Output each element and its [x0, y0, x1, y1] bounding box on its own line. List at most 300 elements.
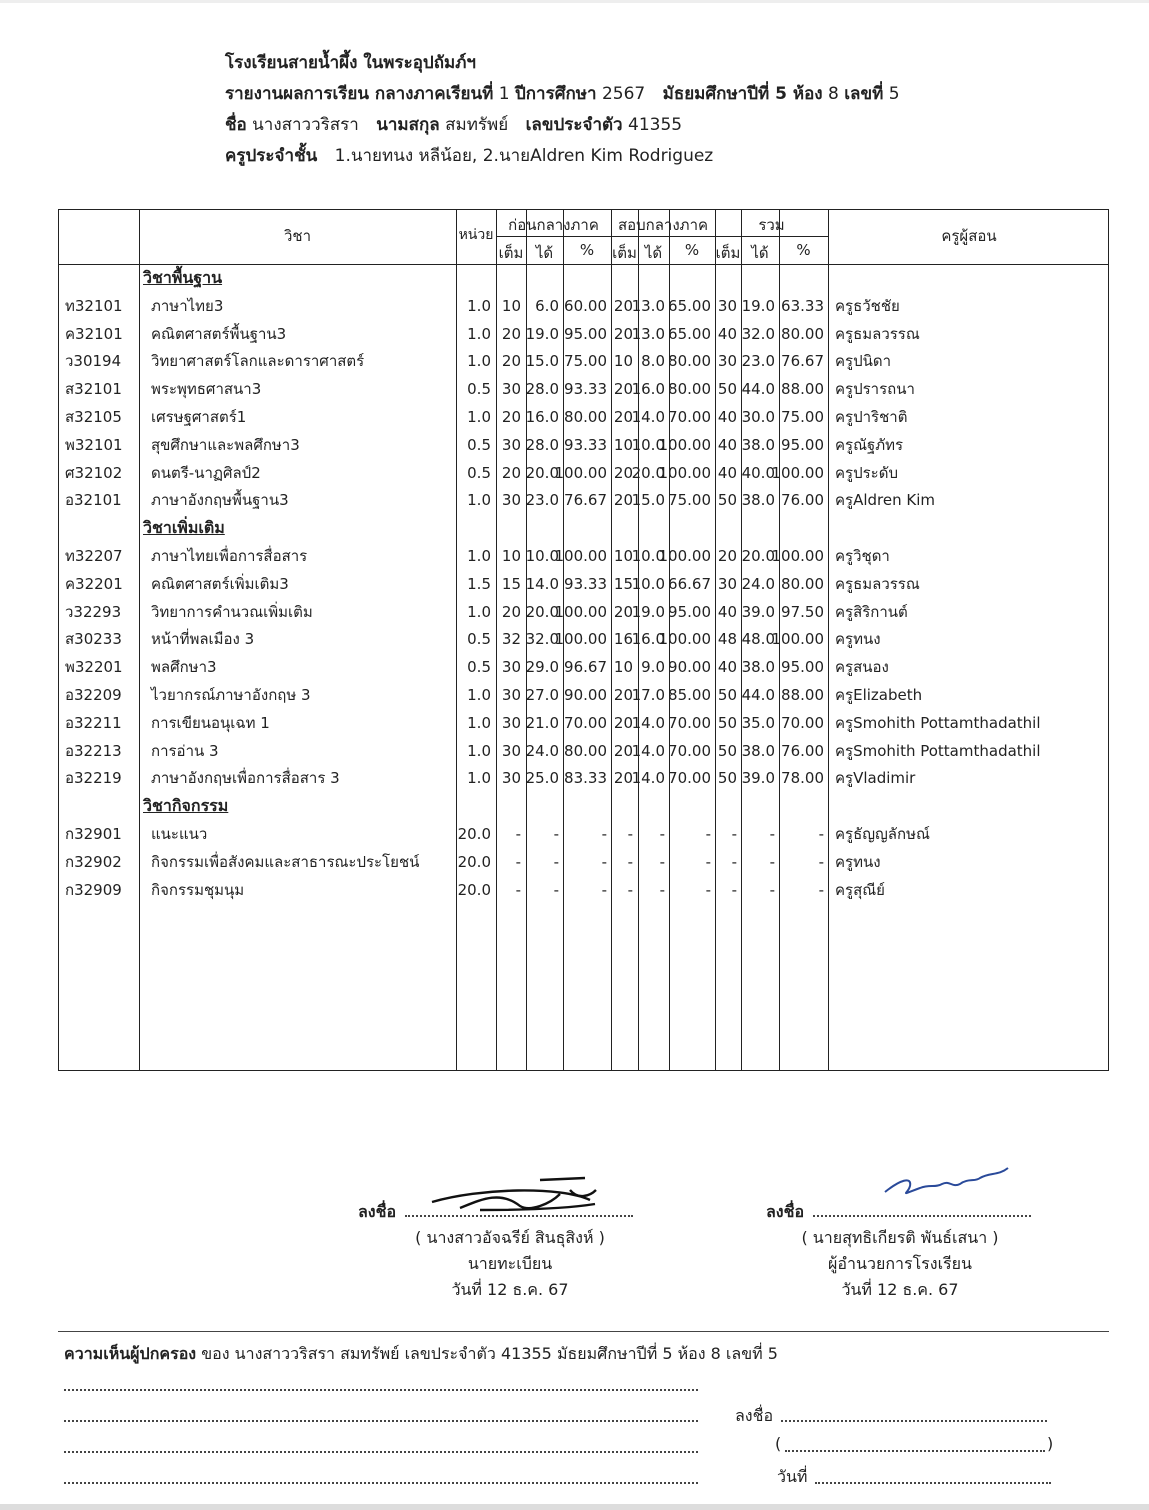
- cell-g3: -: [769, 825, 775, 843]
- cell-g2: -: [659, 852, 665, 871]
- comment-line[interactable]: [64, 1482, 698, 1484]
- cell-g3: 38.0: [741, 741, 775, 760]
- cell-name: สุขศึกษาและพลศึกษา3: [151, 435, 300, 454]
- cell-f2: 20: [613, 380, 633, 399]
- header-got: ได้: [751, 244, 769, 262]
- cell-name: วิทยาการคำนวณเพิ่มเติม: [151, 602, 313, 621]
- cell-p2: 65.00: [668, 324, 711, 343]
- cell-f1: 20: [501, 408, 521, 426]
- cell-p2: 100.00: [658, 435, 711, 454]
- cell-teacher: ครูประดับ: [835, 463, 898, 482]
- cell-f2: -: [627, 825, 633, 843]
- table-row: [59, 375, 1108, 403]
- cell-f2: 20: [613, 686, 633, 704]
- cell-g1: 21.0: [525, 713, 559, 732]
- sign-line-right: [813, 1215, 1031, 1217]
- student-line: ชื่อ นางสาววริสรา นามสกุล สมทรัพย์ เลขประจำตัว 41355: [225, 115, 683, 135]
- comment-line[interactable]: [64, 1451, 698, 1453]
- table-row: [59, 653, 1108, 681]
- cell-unit: 1.0: [467, 602, 491, 621]
- cell-name: พระพุทธศาสนา3: [151, 380, 262, 399]
- cell-f1: 32: [501, 630, 521, 649]
- registrar-signature: [420, 1160, 620, 1220]
- cell-f3: -: [731, 825, 737, 843]
- cell-g3: 39.0: [741, 602, 775, 621]
- cell-p2: 80.00: [668, 380, 711, 399]
- cell-unit: 1.0: [467, 408, 491, 426]
- cell-f2: 20: [613, 463, 633, 482]
- cell-p1: -: [601, 880, 607, 899]
- cell-code: อ32211: [65, 713, 122, 732]
- cell-p3: 63.33: [781, 296, 824, 315]
- cell-name: ไวยากรณ์ภาษาอังกฤษ 3: [151, 686, 311, 704]
- cell-p2: 70.00: [668, 741, 711, 760]
- cell-f1: 30: [501, 491, 521, 510]
- cell-g2: 19.0: [631, 602, 665, 621]
- cell-f2: 20: [613, 741, 633, 760]
- cell-g3: 44.0: [741, 686, 775, 704]
- cell-p1: -: [601, 852, 607, 871]
- cell-f2: 20: [613, 713, 633, 732]
- cell-code: ก32901: [65, 825, 122, 843]
- cell-g1: 15.0: [525, 352, 559, 371]
- cell-g2: 14.0: [631, 741, 665, 760]
- table-row: [59, 320, 1108, 348]
- cell-g1: 16.0: [525, 408, 559, 426]
- table-row: [59, 848, 1108, 876]
- cell-g3: 35.0: [741, 713, 775, 732]
- cell-g3: 39.0: [741, 769, 775, 788]
- cell-teacher: ครูSmohith Pottamthadathil: [835, 741, 1041, 760]
- cell-p3: 100.00: [771, 547, 824, 565]
- cell-f1: 30: [501, 380, 521, 399]
- cell-g1: 27.0: [525, 686, 559, 704]
- cell-teacher: ครูสุณีย์: [835, 880, 885, 899]
- cell-name: ภาษาไทยเพื่อการสื่อสาร: [151, 547, 308, 565]
- cell-g1: 6.0: [535, 296, 559, 315]
- cell-g3: 48.0: [741, 630, 775, 649]
- header-pct: %: [796, 241, 811, 259]
- cell-p3: 76.67: [781, 352, 824, 371]
- cell-unit: 1.0: [467, 491, 491, 510]
- cell-f3: 40: [717, 463, 737, 482]
- header-got: ได้: [535, 244, 554, 262]
- cell-unit: 0.5: [467, 463, 491, 482]
- table-row: [59, 486, 1108, 514]
- cell-name: กิจกรรมชุมนุม: [151, 880, 245, 899]
- cell-p1: 76.67: [564, 491, 607, 510]
- cell-g3: 20.0: [741, 547, 775, 565]
- cell-p3: 80.00: [781, 574, 824, 593]
- cell-p1: 100.00: [554, 630, 607, 649]
- cell-p2: -: [705, 880, 711, 899]
- cell-g1: 20.0: [525, 463, 559, 482]
- cell-g2: 13.0: [631, 296, 665, 315]
- cell-f3: 50: [717, 741, 737, 760]
- student-id: 41355: [628, 115, 683, 135]
- sign-label-right: ลงชื่อ: [766, 1202, 805, 1221]
- teacher-line: ครูประจำชั้น 1.นายทนง หลีน้อย, 2.นายAldren Kim Rodriguez: [225, 146, 714, 166]
- cell-g1: 23.0: [525, 491, 559, 510]
- header-teacher: ครูผู้สอน: [941, 227, 997, 245]
- cell-code: ก32902: [65, 852, 122, 871]
- cell-p1: 75.00: [564, 352, 607, 371]
- cell-g3: 44.0: [741, 380, 775, 399]
- cell-p1: -: [601, 825, 607, 843]
- report-line: รายงานผลการเรียน กลางภาคเรียนที่ 1 ปีการศึกษา 2567 มัธยมศึกษาปีที่ 5 ห้อง 8 เลขที่ 5: [225, 84, 900, 104]
- cell-g1: 32.0: [525, 630, 559, 649]
- cell-p1: 93.33: [564, 435, 607, 454]
- cell-g2: -: [659, 825, 665, 843]
- cell-f1: 30: [501, 686, 521, 704]
- cell-p2: 95.00: [668, 602, 711, 621]
- cell-unit: 0.5: [467, 658, 491, 677]
- header-full: เต็ม: [498, 244, 524, 262]
- cell-name: เศรษฐศาสตร์1: [151, 408, 247, 426]
- cell-teacher: ครูธมลวรรณ: [835, 324, 920, 343]
- cell-p1: 70.00: [564, 713, 607, 732]
- cell-f2: 10: [613, 435, 633, 454]
- cell-name: ภาษาอังกฤษเพื่อการสื่อสาร 3: [151, 769, 340, 788]
- cell-f2: 10: [613, 658, 633, 677]
- cell-teacher: ครูVladimir: [835, 769, 916, 788]
- cell-g3: -: [769, 852, 775, 871]
- cell-p1: 93.33: [564, 574, 607, 593]
- cell-name: ภาษาไทย3: [151, 296, 224, 315]
- cell-f3: 50: [717, 491, 737, 510]
- cell-f2: 10: [613, 547, 633, 565]
- report-header: [225, 48, 900, 172]
- cell-g1: 28.0: [525, 380, 559, 399]
- table-row: [59, 542, 1108, 570]
- cell-g3: 24.0: [741, 574, 775, 593]
- cell-f1: 10: [501, 296, 521, 315]
- table-row: [59, 570, 1108, 598]
- term: 1: [498, 84, 510, 104]
- cell-g2: 16.0: [631, 380, 665, 399]
- parent-sign-label: ลงชื่อ: [735, 1406, 774, 1425]
- cell-f3: -: [731, 852, 737, 871]
- cell-g3: 38.0: [741, 658, 775, 677]
- cell-name: การอ่าน 3: [151, 741, 219, 760]
- cell-p3: 75.00: [781, 408, 824, 426]
- cell-name: ดนตรี-นาฏศิลป์2: [151, 463, 261, 482]
- cell-f1: 30: [501, 658, 521, 677]
- school-name: โรงเรียนสายน้ำผึ้ง ในพระอุปถัมภ์ฯ: [225, 53, 476, 73]
- parent-sign-line[interactable]: [781, 1420, 1047, 1422]
- cell-f3: 50: [717, 769, 737, 788]
- cell-code: ว30194: [65, 352, 122, 371]
- table-row: [59, 709, 1108, 737]
- sign-label-left: ลงชื่อ: [358, 1202, 397, 1221]
- cell-g3: 38.0: [741, 491, 775, 510]
- cell-teacher: ครูปนิดา: [835, 352, 892, 371]
- cell-g1: -: [553, 825, 559, 843]
- cell-teacher: ครูสนอง: [835, 658, 889, 677]
- director-role: ผู้อำนวยการโรงเรียน: [828, 1254, 972, 1273]
- cell-name: วิทยาศาสตร์โลกและดาราศาสตร์: [151, 352, 365, 371]
- cell-g2: 9.0: [641, 658, 665, 677]
- cell-unit: 20.0: [457, 852, 491, 871]
- cell-f1: 15: [501, 574, 521, 593]
- cell-p3: 76.00: [781, 491, 824, 510]
- cell-teacher: ครูณัฐภัทร: [835, 435, 904, 454]
- cell-teacher: ครูธัญญลักษณ์: [835, 825, 930, 843]
- cell-f1: 30: [501, 769, 521, 788]
- cell-p2: 70.00: [668, 769, 711, 788]
- cell-p3: 88.00: [781, 686, 824, 704]
- cell-p2: 65.00: [668, 296, 711, 315]
- cell-f3: 48: [717, 630, 737, 649]
- cell-code: ค32101: [65, 324, 123, 343]
- cell-p2: -: [705, 825, 711, 843]
- cell-name: แนะแนว: [151, 825, 208, 843]
- cell-g2: 16.0: [631, 630, 665, 649]
- table-row: [59, 347, 1108, 375]
- cell-unit: 1.0: [467, 741, 491, 760]
- cell-p2: 100.00: [658, 547, 711, 565]
- cell-p2: 70.00: [668, 713, 711, 732]
- cell-p1: 100.00: [554, 547, 607, 565]
- cell-g2: 20.0: [631, 463, 665, 482]
- cell-unit: 1.0: [467, 296, 491, 315]
- cell-teacher: ครูปรารถนา: [835, 380, 915, 399]
- cell-code: พ32201: [65, 658, 123, 677]
- cell-g3: 30.0: [741, 408, 775, 426]
- cell-teacher: ครูSmohith Pottamthadathil: [835, 713, 1041, 732]
- section-heading: [59, 514, 1108, 542]
- cell-name: คณิตศาสตร์เพิ่มเติม3: [151, 574, 289, 593]
- cell-f2: 20: [613, 408, 633, 426]
- cell-g1: 14.0: [525, 574, 559, 593]
- cell-f3: 50: [717, 713, 737, 732]
- cell-f3: 50: [717, 686, 737, 704]
- cell-p2: 100.00: [658, 463, 711, 482]
- cell-g3: 32.0: [741, 324, 775, 343]
- cell-g2: 8.0: [641, 352, 665, 371]
- cell-code: อ32213: [65, 741, 122, 760]
- section-heading: [59, 264, 1108, 292]
- cell-p3: 95.00: [781, 435, 824, 454]
- cell-p1: 100.00: [554, 463, 607, 482]
- cell-f3: 30: [717, 574, 737, 593]
- cell-code: ท32101: [65, 296, 123, 315]
- cell-teacher: ครูทนง: [835, 852, 881, 871]
- header-full: เต็ม: [612, 244, 637, 262]
- cell-g2: 17.0: [631, 686, 665, 704]
- cell-unit: 1.0: [467, 713, 491, 732]
- cell-f2: 20: [613, 296, 633, 315]
- cell-p3: 97.50: [781, 602, 824, 621]
- cell-unit: 20.0: [457, 880, 491, 899]
- cell-name: กิจกรรมเพื่อสังคมและสาธารณะประโยชน์: [151, 852, 420, 871]
- cell-teacher: ครูElizabeth: [835, 686, 923, 704]
- cell-p3: 80.00: [781, 324, 824, 343]
- table-row: [59, 681, 1108, 709]
- section-title: วิชาพื้นฐาน: [143, 268, 223, 287]
- cell-g1: 28.0: [525, 435, 559, 454]
- registrar-block: [370, 1225, 650, 1303]
- cell-g1: 25.0: [525, 769, 559, 788]
- header-full: เต็ม: [715, 244, 741, 262]
- cell-p1: 95.00: [564, 324, 607, 343]
- cell-code: อ32209: [65, 686, 122, 704]
- header-pct: %: [579, 241, 595, 259]
- cell-code: ส30233: [65, 630, 122, 649]
- table-row: [59, 764, 1108, 792]
- cell-name: พลศึกษา3: [151, 658, 217, 677]
- cell-unit: 1.0: [467, 352, 491, 371]
- cell-g1: 29.0: [525, 658, 559, 677]
- cell-teacher: ครูธวัชชัย: [835, 296, 900, 315]
- comment-line[interactable]: [64, 1389, 698, 1391]
- table-row: [59, 403, 1108, 431]
- cell-teacher: ครูทนง: [835, 630, 881, 649]
- cell-g1: 20.0: [525, 602, 559, 621]
- cell-f2: 20: [613, 602, 633, 621]
- cell-f2: 15: [613, 574, 633, 593]
- cell-p3: 76.00: [781, 741, 824, 760]
- cell-g2: 10.0: [631, 574, 665, 593]
- cell-code: ท32207: [65, 547, 123, 565]
- cell-g1: 24.0: [525, 741, 559, 760]
- student-no: 5: [888, 84, 900, 104]
- cell-f3: 20: [717, 547, 737, 565]
- cell-code: พ32101: [65, 435, 123, 454]
- cell-p3: 88.00: [781, 380, 824, 399]
- cell-p2: 66.67: [668, 574, 711, 593]
- registrar-name: ( นางสาวอัจฉรีย์ สินธุสิงห์ ): [415, 1228, 605, 1247]
- cell-f1: 30: [501, 713, 521, 732]
- section-title: วิชากิจกรรม: [143, 796, 229, 816]
- cell-f3: 40: [717, 408, 737, 426]
- cell-name: การเขียนอนุเฉท 1: [151, 713, 270, 732]
- parent-date-line[interactable]: [815, 1482, 1051, 1484]
- cell-unit: 1.0: [467, 769, 491, 788]
- cell-name: คณิตศาสตร์พื้นฐาน3: [151, 324, 287, 343]
- cell-f2: 20: [613, 769, 633, 788]
- cell-teacher: ครูวิชุดา: [835, 547, 890, 565]
- cell-code: ส32101: [65, 380, 122, 399]
- cell-code: อ32219: [65, 769, 122, 788]
- cell-p3: -: [818, 852, 824, 871]
- student-surname: สมทรัพย์: [445, 115, 509, 135]
- cell-p2: -: [705, 852, 711, 871]
- cell-g2: -: [659, 880, 665, 899]
- cell-f3: 30: [717, 352, 737, 371]
- comment-line[interactable]: [64, 1420, 698, 1422]
- cell-code: ก32909: [65, 880, 122, 899]
- registrar-date: วันที่ 12 ธ.ค. 67: [451, 1280, 569, 1299]
- parent-comment-heading: ความเห็นผู้ปกครอง ของ นางสาววริสรา สมทรัพย์ เลขประจำตัว 41355 มัธยมศึกษาปีที่ 5 ห้อง 8 เลขที่ 5: [64, 1344, 778, 1363]
- table-row: [59, 625, 1108, 653]
- cell-p2: 70.00: [668, 408, 711, 426]
- table-row: [59, 820, 1108, 848]
- director-block: [760, 1225, 1040, 1303]
- cell-f2: 20: [613, 324, 633, 343]
- parent-name-line[interactable]: [785, 1450, 1045, 1452]
- cell-f1: -: [515, 825, 521, 843]
- cell-f1: 20: [501, 463, 521, 482]
- cell-p3: 78.00: [781, 769, 824, 788]
- sign-line-left: [405, 1215, 633, 1217]
- cell-g2: 15.0: [631, 491, 665, 510]
- header-got: ได้: [644, 244, 663, 262]
- table-row: [59, 598, 1108, 626]
- cell-f2: 16: [613, 630, 633, 649]
- cell-unit: 0.5: [467, 380, 491, 399]
- cell-f2: 20: [613, 491, 633, 510]
- cell-f3: -: [731, 880, 737, 899]
- cell-f3: 40: [717, 658, 737, 677]
- table-row: [59, 431, 1108, 459]
- cell-unit: 0.5: [467, 435, 491, 454]
- cell-g2: 10.0: [631, 547, 665, 565]
- header-subject: วิชา: [283, 227, 312, 245]
- cell-p1: 83.33: [564, 769, 607, 788]
- cell-p2: 100.00: [658, 630, 711, 649]
- cell-f1: 10: [501, 547, 521, 565]
- cell-f1: 20: [501, 602, 521, 621]
- cell-code: ส32105: [65, 408, 122, 426]
- header-pre-mid: ก่อนกลางภาค: [508, 216, 599, 234]
- paren-open: (: [775, 1434, 782, 1453]
- cell-name: ภาษาอังกฤษพื้นฐาน3: [151, 491, 289, 510]
- cell-unit: 20.0: [457, 825, 491, 843]
- cell-teacher: ครูธมลวรรณ: [835, 574, 920, 593]
- cell-g2: 13.0: [631, 324, 665, 343]
- cell-g2: 14.0: [631, 408, 665, 426]
- cell-f1: 30: [501, 435, 521, 454]
- grade-table: [58, 209, 1109, 1071]
- cell-p2: 90.00: [668, 658, 711, 677]
- cell-unit: 1.0: [467, 324, 491, 343]
- cell-f3: 40: [717, 324, 737, 343]
- table-row: [59, 459, 1108, 487]
- cell-p1: 96.67: [564, 658, 607, 677]
- cell-f2: -: [627, 852, 633, 871]
- homeroom-teachers: 1.นายทนง หลีน้อย, 2.นายAldren Kim Rodriguez: [334, 146, 714, 166]
- director-name: ( นายสุทธิเกียรติ พันธ์เสนา ): [801, 1228, 999, 1247]
- cell-p1: 60.00: [564, 296, 607, 315]
- cell-code: อ32101: [65, 491, 122, 510]
- room: 8: [828, 84, 839, 104]
- cell-p2: 75.00: [668, 491, 711, 510]
- table-row: [59, 876, 1108, 904]
- cell-p1: 90.00: [564, 686, 607, 704]
- cell-teacher: ครูAldren Kim: [835, 491, 935, 510]
- cell-g1: 19.0: [525, 324, 559, 343]
- cell-p1: 80.00: [564, 408, 607, 426]
- cell-p3: 95.00: [781, 658, 824, 677]
- cell-f3: 30: [717, 296, 737, 315]
- cell-p1: 100.00: [554, 602, 607, 621]
- parent-date-label: วันที่: [777, 1467, 808, 1486]
- cell-p3: 100.00: [771, 630, 824, 649]
- cell-f1: 20: [501, 352, 521, 371]
- cell-f1: -: [515, 852, 521, 871]
- divider: [58, 1331, 1109, 1332]
- paren-close: ): [1047, 1434, 1054, 1453]
- cell-teacher: ครูสิริกานต์: [835, 602, 908, 621]
- cell-f1: 20: [501, 324, 521, 343]
- section-heading: [59, 792, 1108, 820]
- cell-g3: 23.0: [741, 352, 775, 371]
- cell-g1: 10.0: [525, 547, 559, 565]
- cell-teacher: ครูปาริชาติ: [835, 408, 908, 426]
- cell-f2: 10: [613, 352, 633, 371]
- cell-p1: 93.33: [564, 380, 607, 399]
